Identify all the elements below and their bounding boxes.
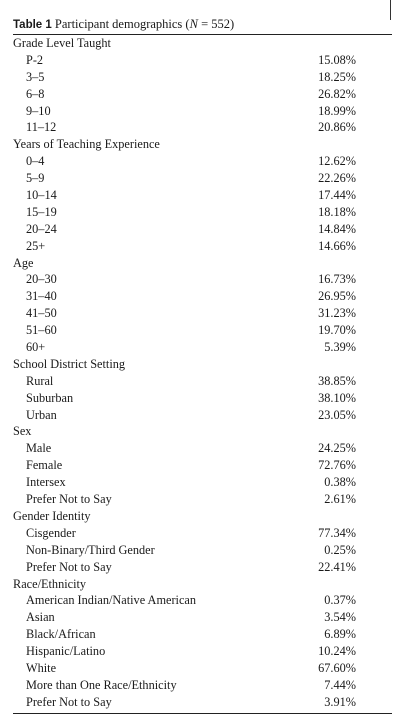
row-value: 31.23% xyxy=(318,306,356,321)
table-row xyxy=(13,525,392,542)
row-category: 20–30 xyxy=(26,272,57,287)
table-row xyxy=(13,119,392,136)
table-row xyxy=(13,103,392,120)
row-value: 7.44% xyxy=(324,677,356,692)
table-row xyxy=(13,187,392,204)
table-caption xyxy=(13,15,392,34)
row-value: 14.66% xyxy=(318,238,356,253)
row-value: 38.85% xyxy=(318,373,356,388)
group-label: Gender Identity xyxy=(13,508,91,523)
table-row xyxy=(13,305,392,322)
table-row xyxy=(13,491,392,508)
row-value: 17.44% xyxy=(318,188,356,203)
table-row xyxy=(13,559,392,576)
row-category: White xyxy=(26,660,57,675)
row-category: 5–9 xyxy=(26,171,45,186)
row-category: Prefer Not to Say xyxy=(26,559,112,574)
table-bottom-rule xyxy=(13,713,392,714)
row-value: 3.54% xyxy=(324,610,356,625)
row-value: 22.41% xyxy=(318,559,356,574)
table-row xyxy=(13,170,392,187)
group-label: Years of Teaching Experience xyxy=(13,137,160,152)
row-category: 10–14 xyxy=(26,188,57,203)
table-row xyxy=(13,694,392,711)
row-value: 67.60% xyxy=(318,660,356,675)
row-category: Non-Binary/Third Gender xyxy=(26,542,155,557)
row-value: 3.91% xyxy=(324,694,356,709)
row-category: Male xyxy=(26,441,52,456)
table-row xyxy=(13,592,392,609)
row-value: 18.18% xyxy=(318,204,356,219)
table-row xyxy=(13,457,392,474)
row-value: 0.37% xyxy=(324,593,356,608)
group-label: Grade Level Taught xyxy=(13,36,111,50)
row-category: 31–40 xyxy=(26,289,57,304)
group-label: School District Setting xyxy=(13,356,126,371)
row-value: 2.61% xyxy=(324,492,356,507)
row-value: 20.86% xyxy=(318,120,356,135)
table-label: Table 1 xyxy=(13,19,52,31)
row-value: 22.26% xyxy=(318,171,356,186)
row-value: 6.89% xyxy=(324,627,356,642)
table-title: Participant demographics (N = 552) xyxy=(54,17,235,31)
table-row xyxy=(13,69,392,86)
row-category: 25+ xyxy=(26,238,46,253)
row-category: 41–50 xyxy=(26,306,57,321)
row-category: 51–60 xyxy=(26,323,57,338)
row-value: 5.39% xyxy=(324,340,356,355)
row-value: 12.62% xyxy=(318,154,356,169)
row-category: 9–10 xyxy=(26,103,51,118)
row-category: Prefer Not to Say xyxy=(26,694,112,709)
row-category: 6–8 xyxy=(26,86,45,101)
group-label: Age xyxy=(13,255,34,270)
row-value: 14.84% xyxy=(318,221,356,236)
row-value: 18.99% xyxy=(318,103,356,118)
row-category: Black/African xyxy=(26,627,96,642)
row-value: 0.38% xyxy=(324,475,356,490)
row-category: American Indian/Native American xyxy=(26,593,197,608)
table-body xyxy=(13,35,392,711)
row-value: 18.25% xyxy=(318,69,356,84)
table-row xyxy=(13,440,392,457)
row-category: 15–19 xyxy=(26,204,57,219)
table-row xyxy=(13,339,392,356)
row-category: More than One Race/Ethnicity xyxy=(26,677,177,692)
group-label: Sex xyxy=(13,424,32,439)
row-category: Female xyxy=(26,458,63,473)
table-row xyxy=(13,322,392,339)
demographics-table xyxy=(13,15,392,714)
table-row xyxy=(13,52,392,69)
row-category: 11–12 xyxy=(26,120,57,135)
row-category: Urban xyxy=(26,407,57,422)
sample-size-var: N xyxy=(189,17,198,31)
table-row xyxy=(13,204,392,221)
row-value: 16.73% xyxy=(318,272,356,287)
table-row xyxy=(13,626,392,643)
row-value: 26.82% xyxy=(318,86,356,101)
row-category: 60+ xyxy=(26,340,46,355)
table-row xyxy=(13,221,392,238)
row-category: Cisgender xyxy=(26,525,76,540)
table-row xyxy=(13,288,392,305)
table-row xyxy=(13,390,392,407)
table-row xyxy=(13,609,392,626)
row-value: 0.25% xyxy=(324,542,356,557)
row-category: Hispanic/Latino xyxy=(26,644,106,659)
row-category: 3–5 xyxy=(26,69,45,84)
table-row xyxy=(13,86,392,103)
row-value: 77.34% xyxy=(318,525,356,540)
table-row xyxy=(13,407,392,424)
row-value: 72.76% xyxy=(318,458,356,473)
table-row xyxy=(13,660,392,677)
table-row xyxy=(13,373,392,390)
row-category: Intersex xyxy=(26,475,66,490)
row-value: 23.05% xyxy=(318,407,356,422)
row-category: P-2 xyxy=(26,52,44,67)
row-value: 26.95% xyxy=(318,289,356,304)
row-category: 20–24 xyxy=(26,221,57,236)
table-row xyxy=(13,271,392,288)
table-row xyxy=(13,542,392,559)
row-category: Asian xyxy=(26,610,55,625)
group-label: Race/Ethnicity xyxy=(13,576,87,591)
table-row xyxy=(13,474,392,491)
table-row xyxy=(13,643,392,660)
row-category: 0–4 xyxy=(26,154,45,169)
table-row xyxy=(13,153,392,170)
table-row xyxy=(13,238,392,255)
table-row xyxy=(13,677,392,694)
row-category: Prefer Not to Say xyxy=(26,492,112,507)
row-value: 38.10% xyxy=(318,390,356,405)
row-value: 15.08% xyxy=(318,52,356,67)
row-value: 19.70% xyxy=(318,323,356,338)
row-category: Rural xyxy=(26,373,54,388)
row-value: 10.24% xyxy=(318,644,356,659)
row-category: Suburban xyxy=(26,390,74,405)
row-value: 24.25% xyxy=(318,441,356,456)
